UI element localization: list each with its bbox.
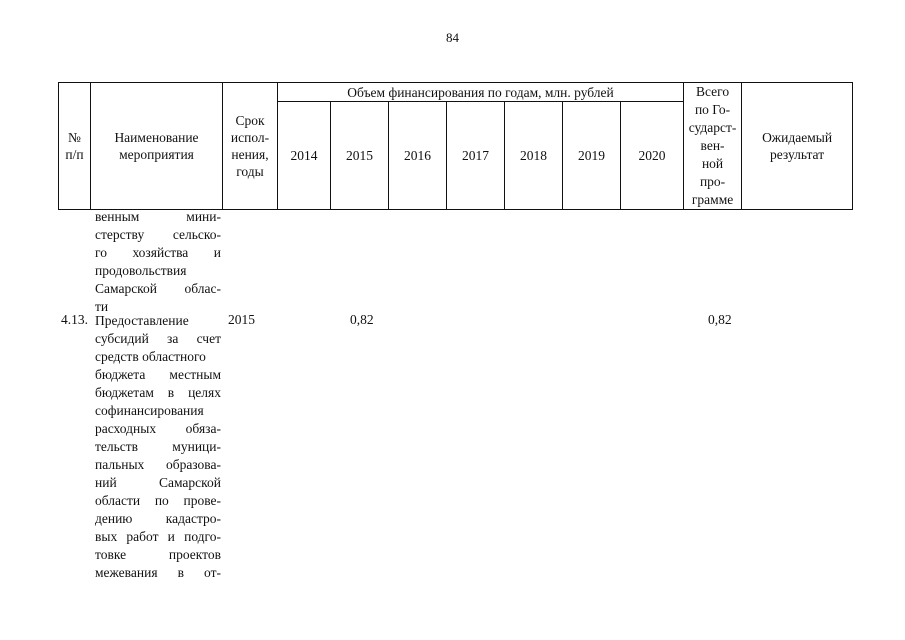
financing-title: Объем финансирования по годам, млн. рублей xyxy=(278,83,684,102)
header-total-line: по Го- xyxy=(694,102,731,117)
year-header: 2015 xyxy=(331,102,389,210)
description-line: пальных образова- xyxy=(95,457,221,472)
description-line: средств областного xyxy=(95,349,206,364)
year-header: 2017 xyxy=(447,102,505,210)
row-description xyxy=(95,312,221,582)
row-value-2015: 0,82 xyxy=(350,312,374,327)
header-term-line: Срок xyxy=(235,113,265,128)
description-line: межевания в от- xyxy=(95,565,221,580)
description-line: субсидий за счет xyxy=(95,331,221,346)
continuation-line: продовольствия xyxy=(95,263,187,278)
header-total-cell xyxy=(684,83,742,210)
header-term-line: нения, xyxy=(231,147,269,162)
continuation-line: стерству сельско- xyxy=(95,227,221,242)
header-name-line: мероприятия xyxy=(119,147,194,162)
header-result-line: результат xyxy=(770,147,825,162)
year-header: 2014 xyxy=(278,102,331,210)
description-line: бюджетам в целях xyxy=(95,385,221,400)
description-line: бюджета местным xyxy=(95,367,221,382)
page-number: 84 xyxy=(446,30,459,45)
continuation-line: ти xyxy=(95,299,109,314)
description-line: Предоставление xyxy=(95,313,189,328)
header-total-line: грамме xyxy=(691,192,734,207)
description-line: тельств муници- xyxy=(95,439,221,454)
description-line: софинансирования xyxy=(95,403,204,418)
description-line: товке проектов xyxy=(95,547,221,562)
year-header: 2016 xyxy=(389,102,447,210)
continuation-line: Самарской облас- xyxy=(95,281,221,296)
header-total-line: ной xyxy=(701,156,724,171)
continuation-text xyxy=(95,208,221,316)
header-number-cell xyxy=(59,83,91,210)
header-number-line: № xyxy=(68,130,81,145)
header-total-line: про- xyxy=(699,174,726,189)
year-header: 2020 xyxy=(621,102,684,210)
header-number-line: п/п xyxy=(65,147,84,162)
description-line: ний Самарской xyxy=(95,475,221,490)
description-line: дению кадастро- xyxy=(95,511,221,526)
header-total-line: Всего xyxy=(696,84,730,99)
header-result-line: Ожидаемый xyxy=(762,130,833,145)
description-line: вых работ и подго- xyxy=(95,529,221,544)
continuation-line: го хозяйства и xyxy=(95,245,221,260)
row-total: 0,82 xyxy=(708,312,732,327)
header-total-line: вен- xyxy=(700,138,725,153)
year-header: 2019 xyxy=(563,102,621,210)
year-header: 2018 xyxy=(505,102,563,210)
header-name-line: Наименование xyxy=(114,130,199,145)
header-term-line: годы xyxy=(236,164,264,179)
header-term-line: испол- xyxy=(230,130,270,145)
row-number: 4.13. xyxy=(61,312,88,327)
header-term-cell xyxy=(223,83,278,210)
description-line: области по прове- xyxy=(95,493,221,508)
header-result-cell xyxy=(742,83,853,210)
header-name-cell xyxy=(91,83,223,210)
continuation-line: венным мини- xyxy=(95,209,221,224)
row-term: 2015 xyxy=(228,312,255,327)
header-total-line: сударст- xyxy=(688,120,737,135)
table-header xyxy=(58,82,853,210)
description-line: расходных обяза- xyxy=(95,421,221,436)
